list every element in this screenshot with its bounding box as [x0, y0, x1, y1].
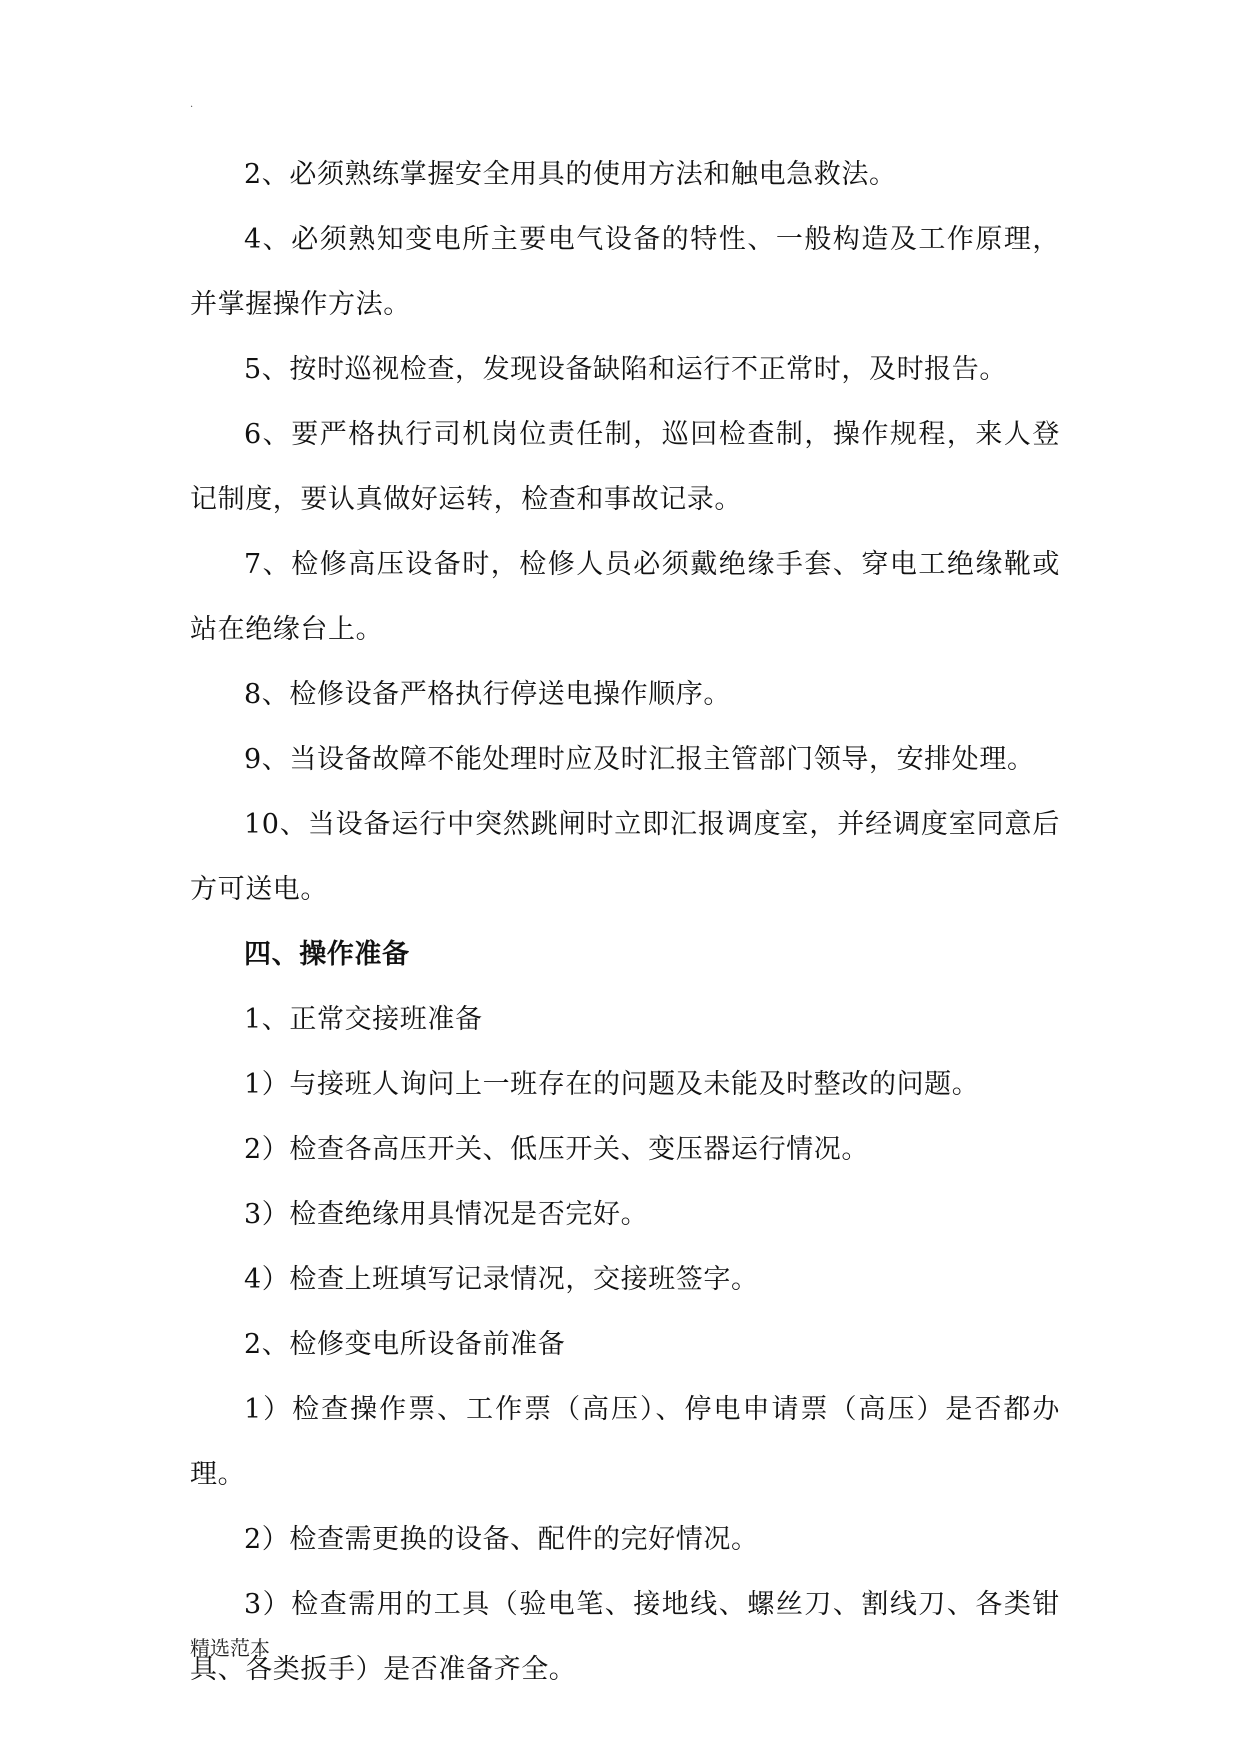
paragraph: 3）检查绝缘用具情况是否完好。 [244, 1199, 649, 1230]
paragraph: 2、检修变电所设备前准备 [244, 1329, 566, 1360]
paragraph: 7、检修高压设备时，检修人员必须戴绝缘手套、穿电工绝缘靴或站在绝缘台上。 [190, 549, 1060, 645]
paragraph: 8、检修设备严格执行停送电操作顺序。 [244, 679, 731, 710]
footer-label: 精选范本 [190, 1636, 270, 1660]
section-heading: 四、操作准备 [244, 939, 410, 970]
paragraph: 2、必须熟练掌握安全用具的使用方法和触电急救法。 [244, 159, 897, 190]
paragraph: 4）检查上班填写记录情况，交接班签字。 [244, 1264, 759, 1295]
paragraph: 1）与接班人询问上一班存在的问题及未能及时整改的问题。 [244, 1069, 980, 1100]
paragraph: 5、按时巡视检查，发现设备缺陷和运行不正常时，及时报告。 [244, 354, 1007, 385]
paragraph: 3）检查需用的工具（验电笔、接地线、螺丝刀、割线刀、各类钳具、各类扳手）是否准备齐全。 [190, 1589, 1060, 1685]
paragraph: 2）检查各高压开关、低压开关、变压器运行情况。 [244, 1134, 869, 1165]
paragraph: 4、必须熟知变电所主要电气设备的特性、一般构造及工作原理，并掌握操作方法。 [190, 224, 1060, 320]
paragraph: 1、正常交接班准备 [244, 1004, 483, 1035]
paragraph: 10、当设备运行中突然跳闸时立即汇报调度室，并经调度室同意后方可送电。 [190, 809, 1060, 905]
header-mark: . [190, 99, 194, 110]
document-body [190, 142, 1060, 1702]
paragraph: 9、当设备故障不能处理时应及时汇报主管部门领导，安排处理。 [244, 744, 1035, 775]
paragraph: 6、要严格执行司机岗位责任制，巡回检查制，操作规程，来人登记制度，要认真做好运转，检查和事故记录。 [190, 419, 1060, 515]
paragraph: 2）检查需更换的设备、配件的完好情况。 [244, 1524, 759, 1555]
paragraph: 1）检查操作票、工作票（高压）、停电申请票（高压）是否都办理。 [190, 1394, 1060, 1490]
